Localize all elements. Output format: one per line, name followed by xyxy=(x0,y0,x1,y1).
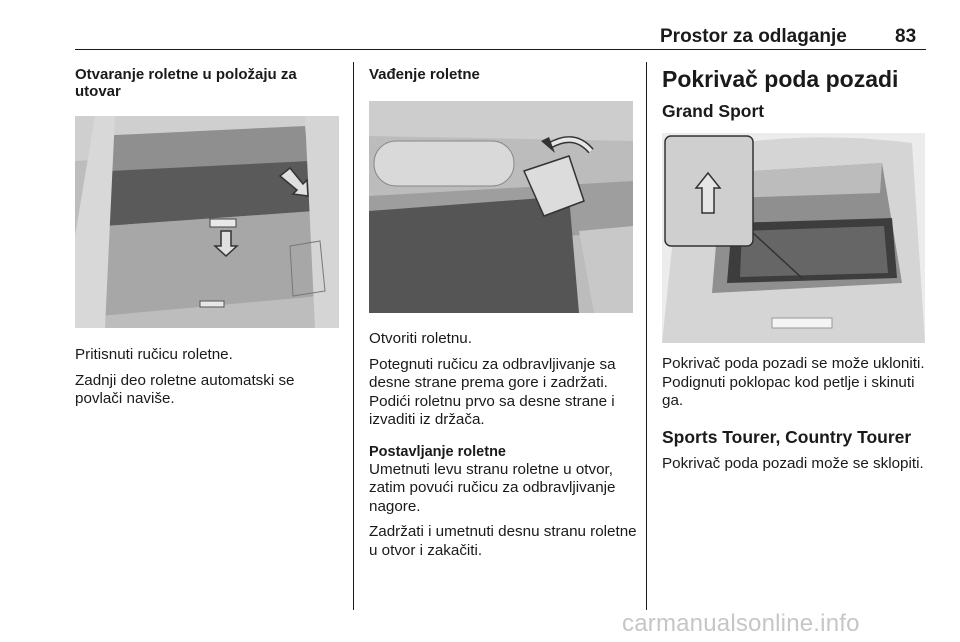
watermark: carmanualsonline.info xyxy=(622,610,860,637)
paragraph: Zadnji deo roletne automatski se povlači naviše. xyxy=(75,371,295,407)
column-2 xyxy=(369,66,637,567)
paragraph: Otvoriti roletnu. xyxy=(369,330,472,347)
section-heading: Otvaranje roletne u položaju za utovar xyxy=(75,66,297,100)
column-1 xyxy=(75,66,343,416)
section-heading-sports-tourer: Sports Tourer, Country Tourer xyxy=(662,426,912,447)
paragraph: Pritisnuti ručicu roletne. xyxy=(75,346,233,363)
trunk-cover-release-illustration xyxy=(75,116,339,328)
column-divider-1 xyxy=(353,62,354,610)
column-3 xyxy=(662,66,927,480)
paragraph: Pokrivač poda pozadi može se sklopiti. xyxy=(662,454,924,472)
page-number: 83 xyxy=(895,26,917,47)
column-divider-2 xyxy=(646,62,647,610)
header-rule xyxy=(75,49,926,50)
floor-cover-illustration xyxy=(662,133,925,343)
section-heading-grand-sport: Grand Sport xyxy=(662,101,765,121)
page-section-title: Pokrivač poda pozadi xyxy=(662,66,899,92)
paragraph: Umetnuti levu stranu roletne u otvor, zatim povući ručicu za odbravljivanje nagore. xyxy=(369,460,616,515)
subheading: Postavljanje roletne xyxy=(369,443,506,460)
section-heading: Vađenje roletne xyxy=(369,66,480,83)
paragraph: Zadržati i umetnuti desnu stranu roletne u otvor i zakačiti. xyxy=(369,523,637,559)
page-header-title: Prostor za odlaganje xyxy=(660,26,847,47)
paragraph: Potegnuti ručicu za odbravljivanje sa desne strane prema gore i zadržati. Podići roletnu prvo sa desne strane i izvaditi iz držača. xyxy=(369,355,616,428)
cover-removal-illustration xyxy=(369,101,633,313)
paragraph: Pokrivač poda pozadi se može ukloniti. Podignuti poklopac kod petlje i skinuti ga. xyxy=(662,355,925,409)
